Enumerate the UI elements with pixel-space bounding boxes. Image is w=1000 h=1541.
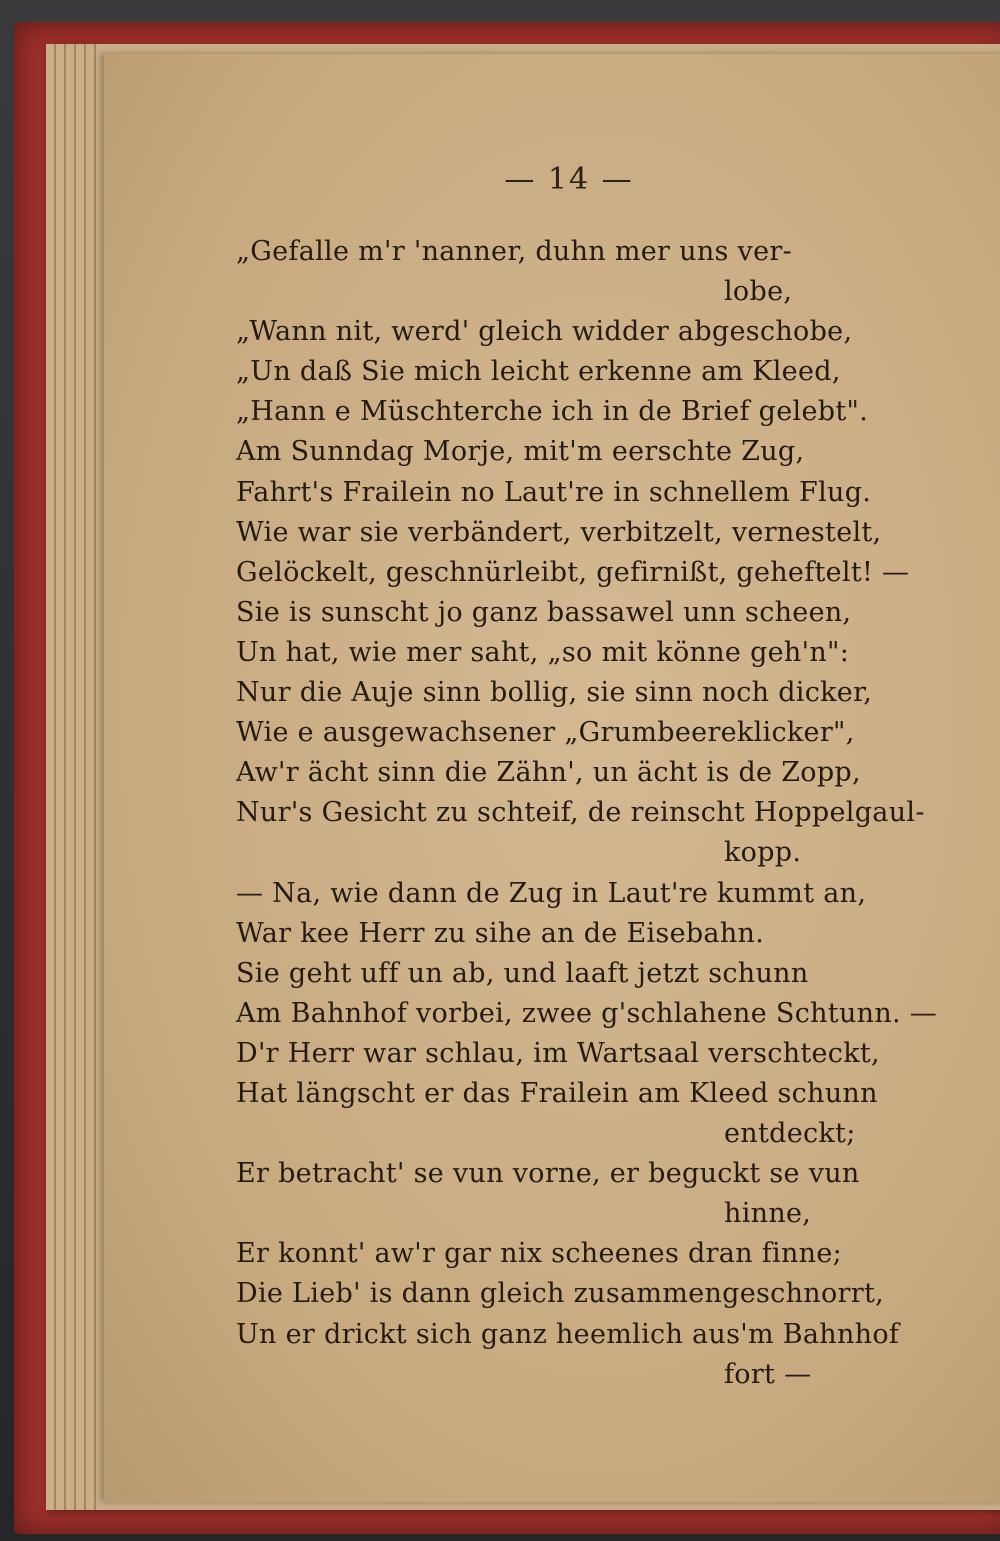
poem-line: Wie war sie verbändert, verbitzelt, vernestelt, [236,516,882,548]
book-page [104,54,1000,1502]
poem-line: „Wann nit, werd' gleich widder abgeschobe, [236,316,853,348]
poem-line: Gelöckelt, geschnürleibt, gefirnißt, geheftelt! — [236,556,910,588]
poem-line: Am Sunndag Morje, mit'm eerschte Zug, [236,436,805,468]
poem-line: — Na, wie dann de Zug in Laut're kummt an, [236,877,867,909]
poem-line: „Gefalle m'r 'nanner, duhn mer uns ver- [236,236,793,267]
poem-line: entdeckt; [724,1118,856,1150]
page-edge-line [74,44,76,1510]
poem-line: „Hann e Müschterche ich in de Brief gelebt". [236,396,869,428]
poem-line: lobe, [724,276,793,308]
poem-line: Am Bahnhof vorbei, zwee g'schlahene Schtunn. — [236,997,938,1029]
poem-line: „Un daß Sie mich leicht erkenne am Kleed, [236,356,841,388]
poem-line: Er betracht' se vun vorne, er beguckt se vun [236,1158,860,1190]
poem-line: Die Lieb' is dann gleich zusammengeschnorrt, [236,1278,884,1310]
poem-line: hinne, [724,1198,812,1230]
poem-line: Un er drickt sich ganz heemlich aus'm Bahnhof [236,1318,900,1350]
poem-line: D'r Herr war schlau, im Wartsaal verschteckt, [236,1037,880,1069]
poem-line: kopp. [724,837,802,869]
poem-line: Nur's Gesicht zu schteif, de reinscht Hoppelgaul- [236,797,925,829]
poem-line: Sie is sunscht jo ganz bassawel unn scheen, [236,596,852,628]
poem-line: Aw'r ächt sinn die Zähn', un ächt is de Zopp, [236,757,861,789]
poem-line: Un hat, wie mer saht, „so mit könne geh'n": [236,636,850,668]
page-edge-line [54,44,56,1510]
poem-line: Hat längscht er das Frailein am Kleed schunn [236,1077,878,1109]
poem-line: Er konnt' aw'r gar nix scheenes dran finne; [236,1238,843,1270]
poem-text [236,232,936,1395]
poem-line: fort — [724,1358,812,1390]
poem-line: War kee Herr zu sihe an de Eisebahn. [236,917,765,949]
page-edge-line [94,44,96,1510]
poem-line: Nur die Auje sinn bollig, sie sinn noch dicker, [236,677,873,709]
poem-line: Sie geht uff un ab, und laaft jetzt schunn [236,957,809,989]
page-number: — 14 — [504,162,634,197]
poem-line: Fahrt's Frailein no Laut're in schnellem Flug. [236,476,872,508]
page-edge-line [64,44,66,1510]
page-edge-line [84,44,86,1510]
poem-line: Wie e ausgewachsener „Grumbeereklicker", [236,717,855,749]
